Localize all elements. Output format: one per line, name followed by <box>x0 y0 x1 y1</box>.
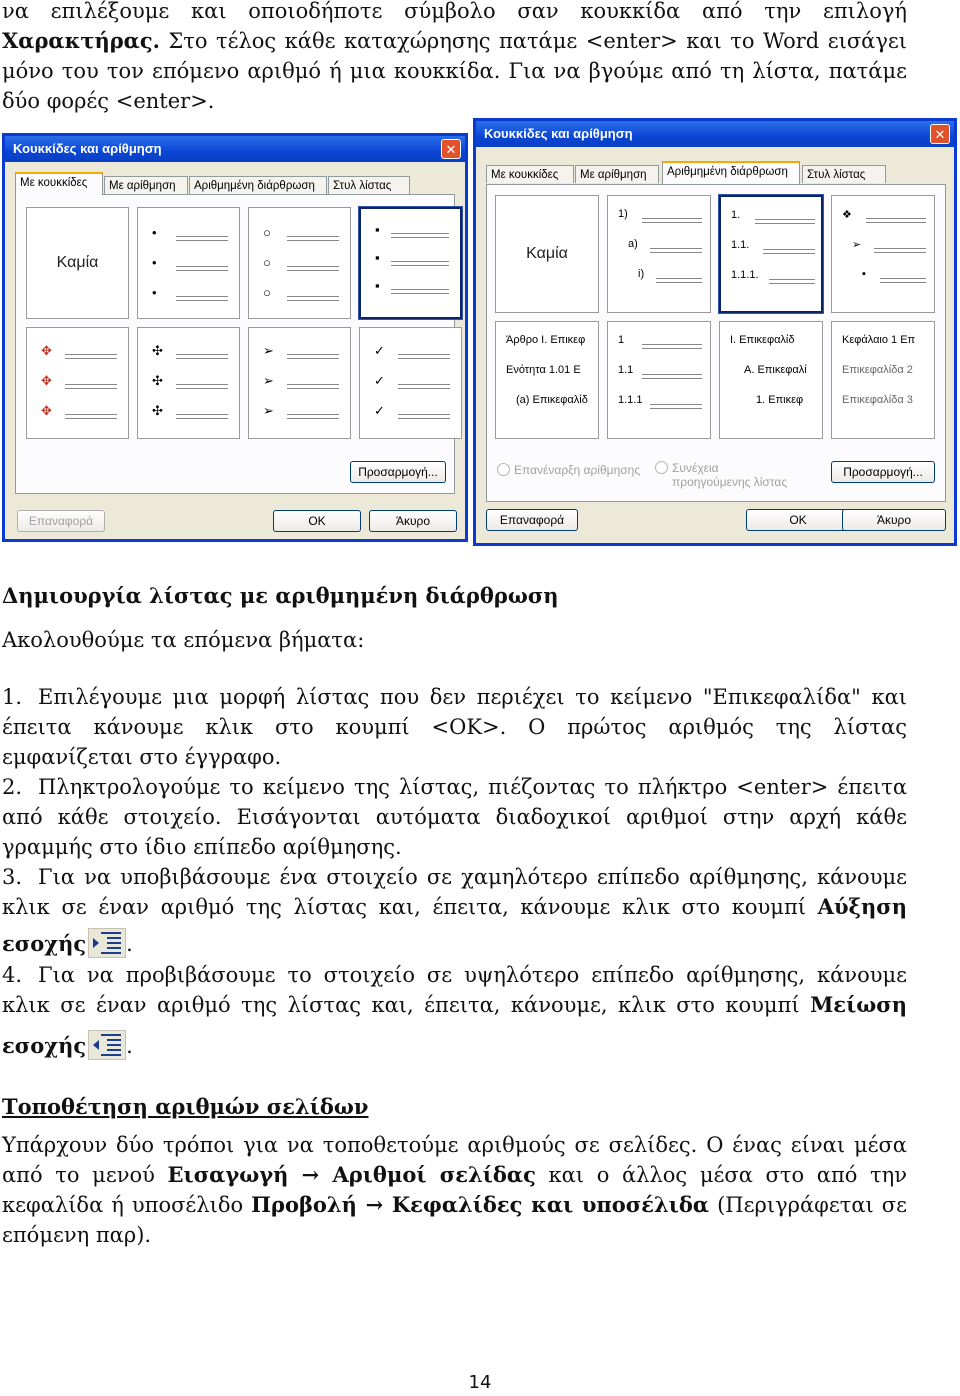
step-3-line-2-text: κλικ σε έναν αριθμό της λίστας και, έπειτα, κάνουμε κλικ στο κουμπί <box>2 895 806 919</box>
level-2-label: a) <box>628 238 638 250</box>
increase-indent-icon <box>88 928 126 958</box>
outline-panel <box>486 184 946 502</box>
bullet-square-icon: ▪ <box>375 250 380 265</box>
section-heading-page-numbers: Τοποθέτηση αριθμών σελίδων <box>2 1094 369 1119</box>
close-icon[interactable]: ✕ <box>930 124 950 144</box>
intro-paragraph <box>2 0 907 116</box>
level-1-label: Κεφάλαιο 1 Επ <box>842 334 916 346</box>
step-4-line-1: Για να προβιβάσουμε το στοιχείο σε υψηλότερο επίπεδο αρίθμησης, κάνουμε <box>38 963 907 987</box>
bullet-option-check[interactable] <box>359 327 462 439</box>
bullet-dot-icon: • <box>152 285 157 300</box>
bullets-panel <box>15 194 455 494</box>
cancel-button[interactable]: Άκυρο <box>842 509 946 531</box>
step-1-line-3: εμφανίζεται στο έγγραφο. <box>2 745 282 769</box>
outline-option-roman-headings[interactable] <box>719 321 823 439</box>
customize-button[interactable]: Προσαρμογή... <box>831 461 935 483</box>
outline-option-none[interactable] <box>495 195 599 313</box>
arrowhead-icon: ➢ <box>852 239 862 251</box>
cross-arrows-icon: ✣ <box>152 373 163 388</box>
decrease-indent-icon <box>88 1030 126 1060</box>
arrowhead-icon: ➢ <box>263 343 274 358</box>
step-2-line-3: γραμμής στο ίδιο επίπεδο αρίθμησης. <box>2 835 402 859</box>
bullet-option-square[interactable] <box>359 207 462 319</box>
step-2 <box>2 772 907 862</box>
dialog-title: Κουκκίδες και αρίθμηση <box>484 126 633 141</box>
bullet-dot-icon: • <box>152 255 157 270</box>
menu-view: Προβολή <box>251 1192 357 1217</box>
increase-indent-label: Αύξηση <box>817 894 907 919</box>
line-3-c: (Περιγράφεται σε <box>709 1193 908 1217</box>
line-3-a: κεφαλίδα ή υποσέλιδο <box>2 1193 252 1217</box>
level-1-label: 1 <box>618 334 625 346</box>
step-number: 1. <box>2 685 23 709</box>
outline-option-paren[interactable] <box>607 195 711 313</box>
step-3-line-1: Για να υποβιβάσουμε ένα στοιχείο σε χαμηλότερο επίπεδο αρίθμησης, κάνουμε <box>38 865 907 889</box>
step-4 <box>2 960 907 1061</box>
reset-button[interactable]: Επαναφορά <box>17 510 105 532</box>
outline-option-decimal[interactable] <box>719 195 823 313</box>
intro-bold-characters: Χαρακτήρας. <box>2 28 160 53</box>
restart-numbering-label: Επανέναρξη αρίθμησης <box>514 463 641 477</box>
line-2-c: και ο άλλος μέσα στο από την <box>535 1163 907 1187</box>
pushpin-icon: ✥ <box>41 403 52 418</box>
level-3-label: 1.1.1. <box>731 269 759 281</box>
tab-numbering[interactable]: Με αρίθμηση <box>104 176 188 194</box>
level-2-label: 1.1 <box>618 364 634 376</box>
step-2-line-1: Πληκτρολογούμε το κείμενο της λίστας, πιέζοντας το πλήκτρο <enter> έπειτα <box>38 775 907 799</box>
checkmark-icon: ✓ <box>374 403 385 418</box>
intro-line-3: μόνο του τον επόμενο αριθμό ή μια κουκκίδα. Για να βγούμε από τη λίστα, πατάμε <box>2 59 907 83</box>
continue-label-line2: προηγούμενης λίστας <box>672 475 788 489</box>
page-numbers-paragraph <box>2 1130 907 1250</box>
level-1-label: 1. <box>731 209 741 221</box>
close-icon[interactable]: ✕ <box>441 139 461 159</box>
menu-header-footer: Κεφαλίδες και υποσέλιδα <box>391 1192 710 1217</box>
decrease-indent-label: Μείωση <box>810 992 907 1017</box>
step-number: 3. <box>2 865 23 889</box>
dialog-title: Κουκκίδες και αρίθμηση <box>13 141 162 156</box>
continue-label-line1: Συνέχεια <box>672 461 719 475</box>
level-3-label: Επικεφαλίδα 3 <box>842 394 913 406</box>
bullet-circle-icon: ○ <box>263 255 271 270</box>
diamond-icon: ❖ <box>842 209 852 221</box>
section-heading-outline: Δημιουργία λίστας με αριθμημένη διάρθρωση <box>2 583 559 608</box>
level-3-label: (a) Επικεφαλίδ <box>516 394 588 406</box>
cancel-button[interactable]: Άκυρο <box>369 510 457 532</box>
increase-indent-label-2: εσοχής <box>2 931 87 956</box>
step-1 <box>2 682 907 772</box>
dialog-title-bar <box>5 136 465 162</box>
level-2-label: Ενότητα 1.01 Ε <box>506 364 581 376</box>
menu-insert: Εισαγωγή <box>167 1162 289 1187</box>
cross-arrows-icon: ✣ <box>152 403 163 418</box>
square-icon: ▪ <box>862 268 866 280</box>
step-3-line-3: εσοχής . <box>2 928 907 959</box>
reset-button[interactable]: Επαναφορά <box>486 509 578 531</box>
steps-lead: Ακολουθούμε τα επόμενα βήματα: <box>2 628 365 652</box>
level-3-label: 1.1.1 <box>618 394 643 406</box>
outline-numbered-dialog <box>473 118 957 546</box>
step-1-line-1: Επιλέγουμε μια μορφή λίστας που δεν περιέχει το κείμενο "Επικεφαλίδα" και <box>38 685 907 709</box>
checkmark-icon: ✓ <box>374 373 385 388</box>
tab-numbering[interactable]: Με αρίθμηση <box>575 165 659 183</box>
bullet-square-icon: ▪ <box>375 278 380 293</box>
radio-icon <box>497 463 510 476</box>
tab-bullets[interactable]: Με κουκκίδες <box>15 172 103 195</box>
step-3-line-2 <box>2 892 907 922</box>
decrease-indent-label-2: εσοχής <box>2 1033 87 1058</box>
level-3-label: i) <box>638 268 645 280</box>
intro-line-1: να επιλέξουμε και οποιοδήποτε σύμβολο σαν κουκκίδα από την επιλογή <box>2 0 907 23</box>
step-2-line-2: από κάθε στοιχείο. Εισάγονται αυτόματα διαδοχικοί αριθμοί στην αρχή κάθε <box>2 805 907 829</box>
bullet-option-arrow[interactable] <box>248 327 351 439</box>
bullet-circle-icon: ○ <box>263 285 271 300</box>
tab-bullets[interactable]: Με κουκκίδες <box>486 165 574 183</box>
level-2-label: 1.1. <box>731 239 750 251</box>
arrow-right-icon: → <box>288 1162 333 1187</box>
outline-option-symbols[interactable] <box>831 195 935 313</box>
outline-option-article[interactable] <box>495 321 599 439</box>
dialog-title-bar <box>476 121 954 147</box>
page-numbers-line-1: Υπάρχουν δύο τρόποι για να τοποθετούμε αριθμούς σε σελίδες. Ο ένας είναι μέσα <box>2 1133 907 1157</box>
step-number: 2. <box>2 775 23 799</box>
tab-outline-numbered[interactable]: Αριθμημένη διάρθρωση <box>189 176 327 194</box>
outline-option-chapter-headings[interactable] <box>831 321 935 439</box>
arrowhead-icon: ➢ <box>263 373 274 388</box>
page-numbers-line-2 <box>2 1160 907 1190</box>
intro-line-4: δύο φορές <enter>. <box>2 89 215 113</box>
radio-icon <box>655 461 668 474</box>
level-3-label: 1. Επικεφ <box>756 394 804 406</box>
bullet-option-dot[interactable] <box>137 207 240 319</box>
outline-option-legal[interactable] <box>607 321 711 439</box>
page-number: 14 <box>468 1372 492 1393</box>
intro-line-2 <box>2 26 907 56</box>
menu-page-numbers: Αριθμοί σελίδας <box>332 1162 536 1187</box>
level-2-label: A. Επικεφαλί <box>744 364 807 376</box>
restart-numbering-radio[interactable] <box>497 463 640 477</box>
bullet-option-none[interactable] <box>26 207 129 319</box>
bullet-circle-icon: ○ <box>263 225 271 240</box>
pushpin-icon: ✥ <box>41 373 52 388</box>
level-1-label: I. Επικεφαλίδ <box>730 334 795 346</box>
bullet-square-icon: ▪ <box>375 222 380 237</box>
ok-button[interactable]: OK <box>746 509 850 531</box>
step-4-line-2 <box>2 990 907 1020</box>
bullet-option-pushpin[interactable] <box>26 327 129 439</box>
none-label: Καμία <box>56 254 99 271</box>
none-label: Καμία <box>526 245 568 262</box>
arrowhead-icon: ➢ <box>263 403 274 418</box>
step-4-line-3: εσοχής . <box>2 1030 907 1061</box>
step-3 <box>2 862 907 959</box>
step-number: 4. <box>2 963 23 987</box>
level-1-label: 1) <box>618 208 628 220</box>
level-1-label: Άρθρο I. Επικεφ <box>506 334 586 346</box>
tab-list-styles[interactable]: Στυλ λίστας <box>328 176 410 194</box>
bullet-dot-icon: • <box>152 225 157 240</box>
step-4-line-2-text: κλικ σε έναν αριθμό της λίστας και, έπειτα, κάνουμε, κλικ στο κουμπί <box>2 993 800 1017</box>
ok-button[interactable]: OK <box>273 510 361 532</box>
bullets-dialog <box>2 133 468 542</box>
step-1-line-2: έπειτα κάνουμε κλικ στο κουμπί <OK>. Ο πρώτος αριθμός της λίστας <box>2 715 907 739</box>
tab-outline-numbered[interactable]: Αριθμημένη διάρθρωση <box>662 161 800 184</box>
page-numbers-line-4: επόμενη παρ). <box>2 1223 152 1247</box>
customize-button[interactable]: Προσαρμογή... <box>350 461 446 483</box>
tab-list-styles[interactable]: Στυλ λίστας <box>802 165 886 183</box>
page-numbers-line-3 <box>2 1190 907 1220</box>
line-2-a: από το μενού <box>2 1163 168 1187</box>
bullet-option-cross[interactable] <box>137 327 240 439</box>
arrow-right-icon: → <box>356 1192 392 1217</box>
bullet-option-circle[interactable] <box>248 207 351 319</box>
checkmark-icon: ✓ <box>374 343 385 358</box>
level-2-label: Επικεφαλίδα 2 <box>842 364 913 376</box>
cross-arrows-icon: ✣ <box>152 343 163 358</box>
continue-list-radio[interactable] <box>655 461 787 489</box>
pushpin-icon: ✥ <box>41 343 52 358</box>
intro-line-2-rest: Στο τέλος κάθε καταχώρησης πατάμε <enter> και το Word εισάγει <box>159 29 907 53</box>
